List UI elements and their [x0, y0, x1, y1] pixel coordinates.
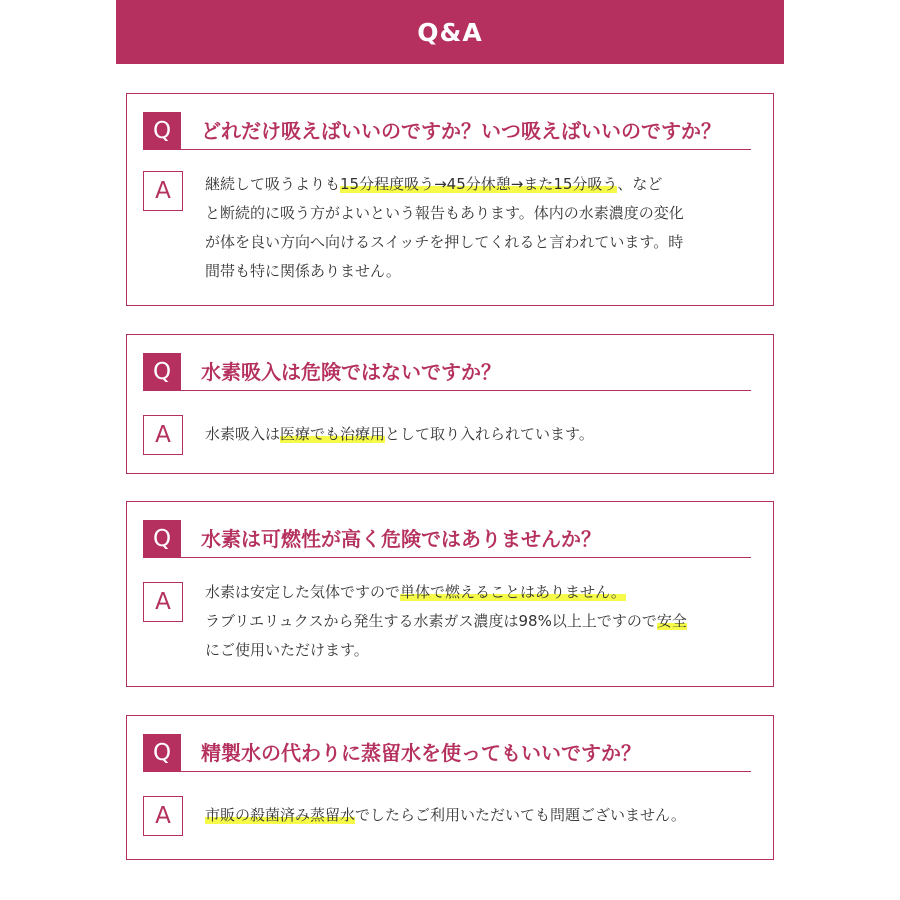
answer-text [205, 420, 594, 449]
answer-line [205, 801, 686, 830]
answer-line [205, 607, 687, 636]
answer-line [205, 420, 594, 449]
qa-card [126, 93, 774, 306]
question-row [143, 520, 751, 558]
answer-segment: 水素吸入は [205, 425, 281, 443]
question-row [143, 734, 751, 772]
answer-segment: と断続的に吸う方がよいという報告もあります。体内の水素濃度の変化 [205, 204, 684, 222]
answer-segment: にご使用いただけます。 [205, 641, 369, 659]
qa-card [126, 501, 774, 687]
answer-segment: 継続して吸うよりも [205, 175, 341, 193]
qa-card [126, 715, 774, 860]
answer-segment: が体を良い方向へ向けるスイッチを押してくれると言われています。時 [205, 233, 684, 251]
q-badge: Q [143, 112, 181, 150]
answer-segment: ラブリエリュクスから発生する水素ガス濃度は98%以上上ですので [205, 612, 657, 630]
answer-line [205, 199, 684, 228]
a-badge: A [143, 582, 183, 622]
answer-highlight: 15分程度吸う→45分休憩→また15分吸う [340, 175, 618, 193]
answer-line [205, 170, 684, 199]
a-badge: A [143, 415, 183, 455]
question-row [143, 112, 751, 150]
q-badge: Q [143, 734, 181, 772]
question-text: 水素は可燃性が高く危険ではありませんか？ [201, 527, 601, 551]
q-badge: Q [143, 520, 181, 558]
answer-segment: 間帯も特に関係ありません。 [205, 262, 401, 280]
question-text: 水素吸入は危険ではないですか？ [201, 360, 501, 384]
answer-segment: でしたらご利用いただいても問題ございません。 [355, 806, 686, 824]
question-row [143, 353, 751, 391]
header-bar [116, 0, 784, 64]
a-badge: A [143, 171, 183, 211]
q-badge: Q [143, 353, 181, 391]
answer-line [205, 228, 684, 257]
qa-card [126, 334, 774, 474]
answer-text [205, 170, 684, 286]
question-text: 精製水の代わりに蒸留水を使ってもいいですか？ [201, 741, 641, 765]
a-badge: A [143, 796, 183, 836]
answer-segment: 、など [617, 175, 663, 193]
answer-segment: 水素は安定した気体ですので [205, 583, 401, 601]
answer-line [205, 578, 687, 607]
answer-text [205, 801, 686, 830]
answer-line [205, 257, 684, 286]
answer-highlight: 市販の殺菌済み蒸留水 [205, 806, 356, 824]
page-title: Q&A [417, 17, 483, 47]
answer-highlight: 医療でも治療用 [280, 425, 386, 443]
answer-highlight: 安全 [656, 612, 687, 630]
answer-segment: として取り入れられています。 [385, 425, 594, 443]
question-text: どれだけ吸えばいいのですか？いつ吸えばいいのですか？ [201, 119, 721, 143]
answer-highlight: 単体で燃えることはありません。 [400, 583, 626, 601]
answer-text [205, 578, 687, 665]
answer-line [205, 636, 687, 665]
